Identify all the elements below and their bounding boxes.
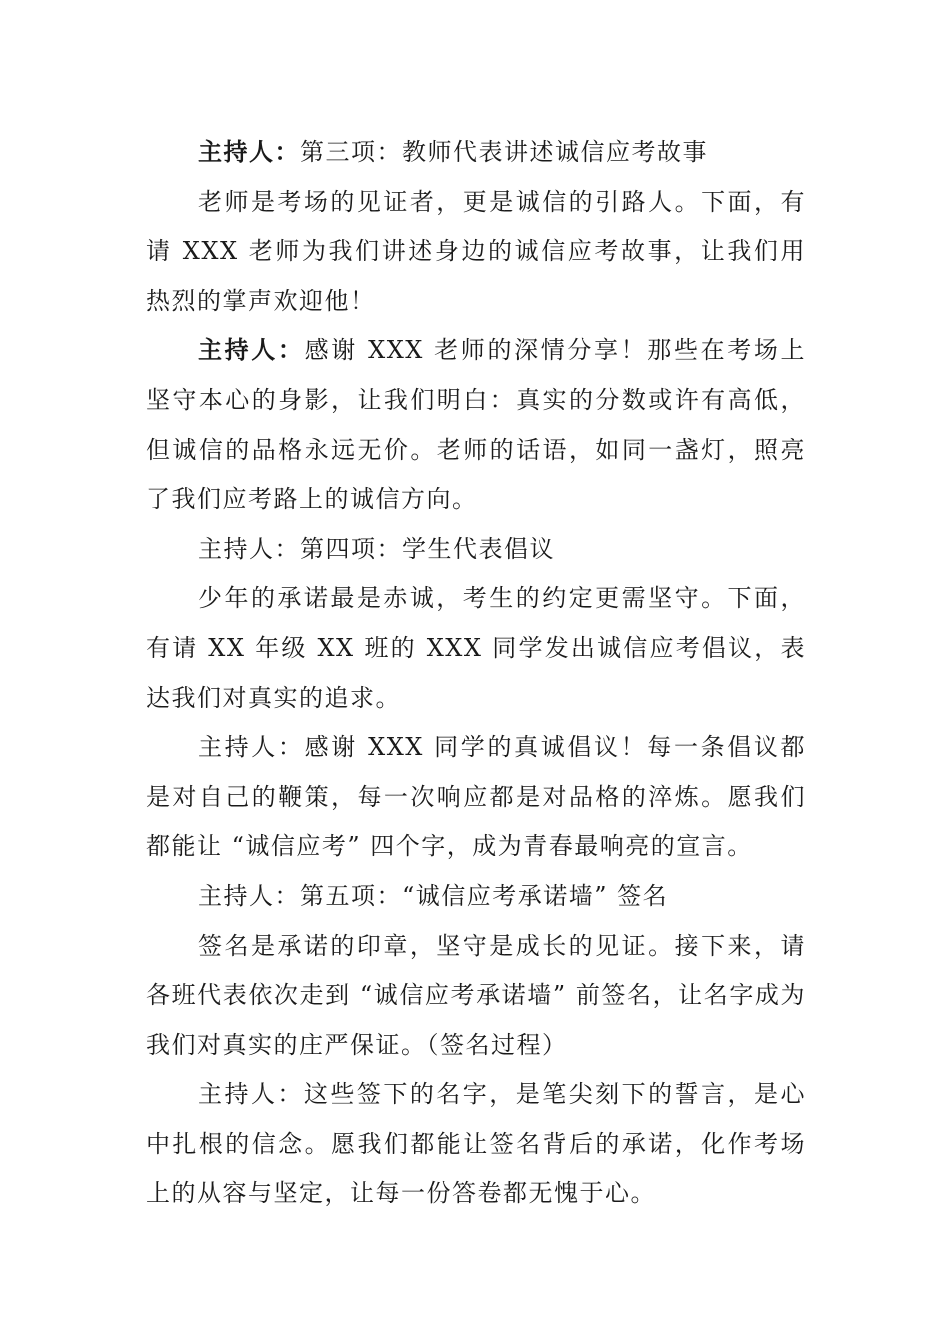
speaker-label: 主持人： — [198, 733, 305, 762]
paragraph-text: 少年的承诺最是赤诚，考生的约定更需坚守。下面，有请 XX 年级 XX 班的 XXX 同学发出诚信应考倡议，表达我们对真实的追求。 — [146, 584, 806, 712]
paragraph-text: 感谢 XXX 同学的真诚倡议！每一条倡议都是对自己的鞭策，每一次响应都是对品格的淬炼。愿我们都能让 “诚信应考” 四个字，成为青春最响亮的宣言。 — [146, 733, 807, 861]
paragraph-teacher-intro — [146, 178, 806, 327]
paragraph-text: 第三项：教师代表讲述诚信应考故事 — [300, 138, 708, 166]
paragraph-item-4-title — [146, 525, 806, 575]
document-body — [146, 128, 806, 1219]
paragraph-signing-intro — [146, 922, 806, 1071]
paragraph-text: 这些签下的名字，是笔尖刻下的誓言，是心中扎根的信念。愿我们都能让签名背后的承诺，化作考场上的从容与坚定，让每一份答卷都无愧于心。 — [146, 1080, 807, 1208]
speaker-label: 主持人： — [198, 534, 300, 563]
paragraph-thanks-student — [146, 723, 806, 872]
speaker-label: 主持人： — [198, 881, 300, 910]
paragraph-text: 感谢 XXX 老师的深情分享！那些在考场上坚守本心的身影，让我们明白：真实的分数或许有高低，但诚信的品格永远无价。老师的话语，如同一盏灯，照亮了我们应考路上的诚信方向。 — [146, 336, 807, 514]
speaker-label: 主持人： — [198, 336, 305, 365]
paragraph-text: 老师是考场的见证者，更是诚信的引路人。下面，有请 XXX 老师为我们讲述身边的诚信应考故事，让我们用热烈的掌声欢迎他！ — [146, 187, 806, 315]
speaker-label: 主持人： — [198, 1080, 304, 1109]
paragraph-text: 第四项：学生代表倡议 — [300, 534, 555, 563]
paragraph-text: 签名是承诺的印章，坚守是成长的见证。接下来，请各班代表依次走到 “诚信应考承诺墙” 前签名，让名字成为我们对真实的庄严保证。（签名过程） — [146, 931, 806, 1059]
paragraph-student-intro — [146, 574, 806, 723]
paragraph-signing-closing — [146, 1070, 806, 1219]
paragraph-thanks-teacher — [146, 326, 806, 524]
speaker-label: 主持人： — [198, 138, 300, 166]
paragraph-item-5-title — [146, 872, 806, 922]
paragraph-item-3-title — [146, 128, 806, 178]
paragraph-text: 第五项：“诚信应考承诺墙” 签名 — [300, 881, 669, 910]
